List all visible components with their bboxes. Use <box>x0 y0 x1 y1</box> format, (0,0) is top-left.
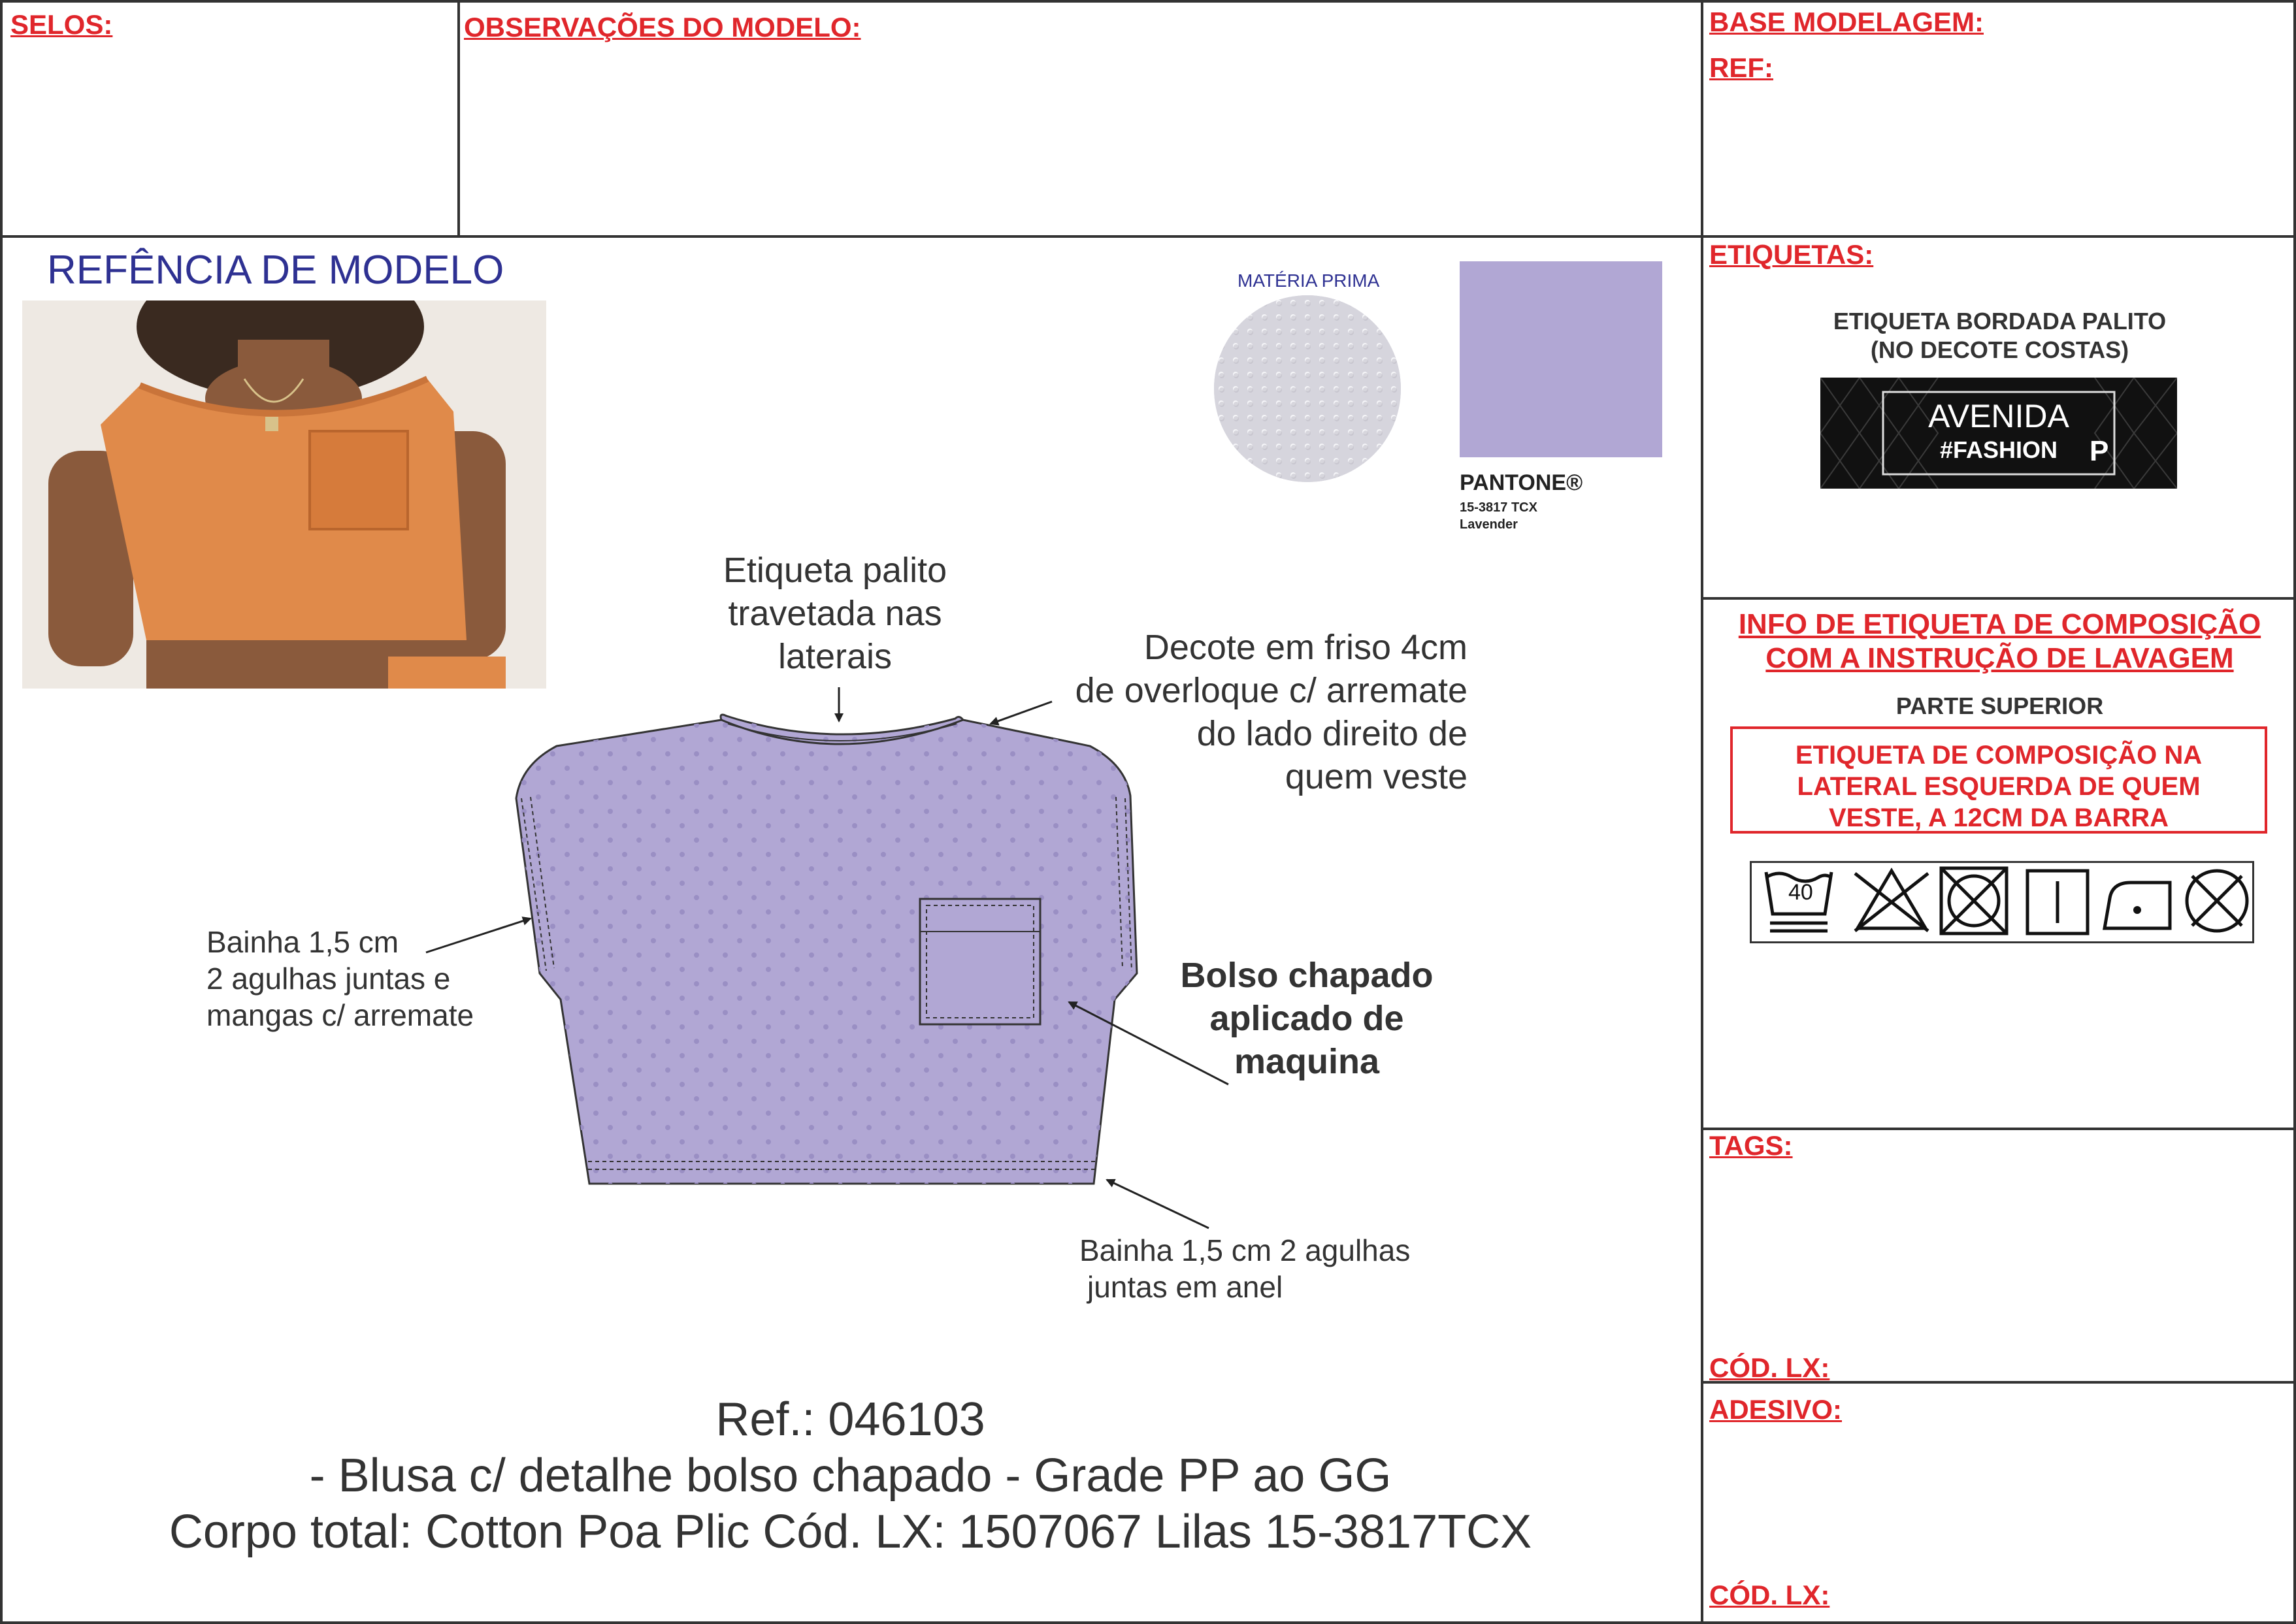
composicao-line: LATERAL ESQUERDA DE QUEM <box>1797 772 2201 801</box>
composicao-line: VESTE, A 12CM DA BARRA <box>1828 804 2169 832</box>
wash-temp: 40 <box>1788 880 1813 905</box>
note-line: Bainha 1,5 cm 2 agulhas <box>1079 1233 1411 1267</box>
label-title <box>1703 307 2296 365</box>
cod-lx-label-1: CÓD. LX: <box>1709 1352 1830 1383</box>
note-line: laterais <box>778 637 893 676</box>
note-line: Bolso chapado <box>1180 956 1434 995</box>
etiquetas-label: ETIQUETAS: <box>1709 239 1874 270</box>
arrow-bainha-barra <box>1107 1180 1209 1228</box>
tags-label: TAGS: <box>1709 1130 1793 1161</box>
note-line: Bainha 1,5 cm <box>206 925 399 959</box>
info-title <box>1703 608 2296 675</box>
note-bolso <box>1176 954 1437 1083</box>
base-modelagem-label: BASE MODELAGEM: <box>1709 7 1984 37</box>
note-etiqueta-palito <box>704 549 966 678</box>
note-bainha-manga <box>206 924 474 1033</box>
composicao-line: ETIQUETA DE COMPOSIÇÃO NA <box>1795 741 2203 770</box>
note-bainha-barra <box>1079 1232 1410 1305</box>
brand-label <box>1820 378 2177 489</box>
adesivo-label: ADESIVO: <box>1709 1394 1843 1425</box>
pantone-brand: PANTONE® <box>1460 470 1583 495</box>
ref-line: Ref.: 046103 <box>715 1393 985 1446</box>
label-title-line: ETIQUETA BORDADA PALITO <box>1833 308 2167 334</box>
note-line: mangas c/ arremate <box>206 998 474 1032</box>
label-title-line: (NO DECOTE COSTAS) <box>1870 336 2129 363</box>
pocket <box>920 899 1040 1024</box>
observacoes-label: OBSERVAÇÕES DO MODELO: <box>464 12 861 42</box>
care-symbols-drawing <box>1752 863 2252 941</box>
cod-lx-label-2: CÓD. LX: <box>1709 1580 1830 1610</box>
note-line: Decote em friso 4cm <box>1143 628 1468 667</box>
parte-superior: PARTE SUPERIOR <box>1895 692 2104 719</box>
composicao-box <box>1730 726 2267 834</box>
pantone-name: Lavender <box>1460 517 1518 532</box>
ref-label: REF: <box>1709 52 1773 83</box>
note-line: juntas em anel <box>1087 1270 1283 1304</box>
note-line: Etiqueta palito <box>723 551 947 590</box>
materia-prima-label: MATÉRIA PRIMA <box>1238 270 1380 291</box>
info-title-line: INFO DE ETIQUETA DE COMPOSIÇÃO <box>1738 608 2261 640</box>
info-title-line: COM A INSTRUÇÃO DE LAVAGEM <box>1765 642 2234 674</box>
note-decote <box>980 626 1468 798</box>
product-description <box>0 1391 1701 1560</box>
note-line: maquina <box>1234 1042 1380 1081</box>
note-line: aplicado de <box>1209 999 1404 1038</box>
brand-tag: #FASHION <box>1939 436 2058 463</box>
note-line: quem veste <box>1285 757 1468 796</box>
reference-title: REFÊNCIA DE MODELO <box>47 248 504 293</box>
note-line: 2 agulhas juntas e <box>206 962 451 996</box>
pantone-code: 15-3817 TCX <box>1460 500 1537 515</box>
selos-label: SELOS: <box>10 9 113 40</box>
sidebar-divider-1 <box>1701 597 2296 600</box>
brand-size: P <box>2090 435 2109 467</box>
iron-icon <box>2105 883 2170 928</box>
fabric-line: Corpo total: Cotton Poa Plic Cód. LX: 1507067 Lilas 15-3817TCX <box>169 1506 1532 1558</box>
care-symbols <box>1750 861 2254 943</box>
note-line: travetada nas <box>728 594 942 633</box>
desc-line: - Blusa c/ detalhe bolso chapado - Grade PP ao GG <box>309 1450 1392 1502</box>
note-line: do lado direito de <box>1196 714 1468 753</box>
brand-name: AVENIDA <box>1928 398 2069 434</box>
note-line: de overloque c/ arremate <box>1075 671 1468 710</box>
